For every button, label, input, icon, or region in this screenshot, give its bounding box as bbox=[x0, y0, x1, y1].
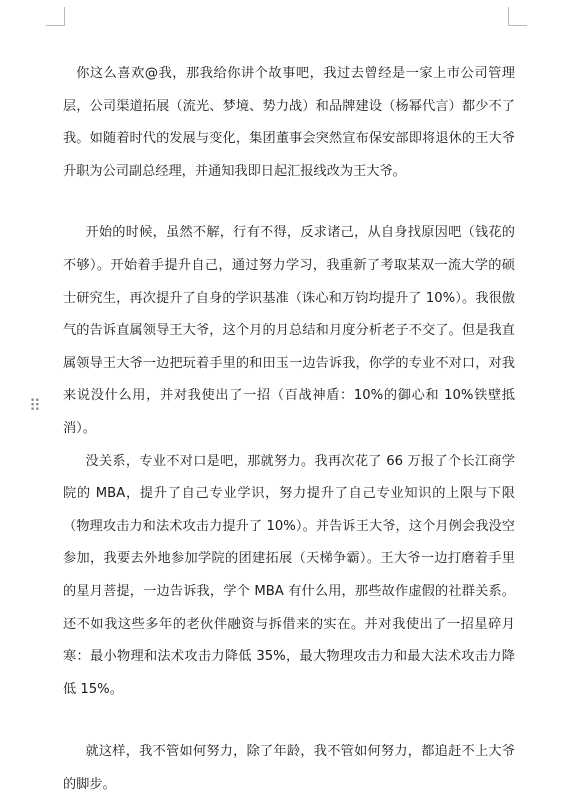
document-body bbox=[63, 58, 515, 801]
crop-mark-top-left bbox=[46, 7, 65, 26]
paragraph-4: 就这样，我不管如何努力，除了年龄，我不管如何努力，都追赶不上大爷的脚步。 bbox=[63, 744, 515, 792]
paragraph-3: 没关系，专业不对口是吧，那就努力。我再次花了 66 万报了个长江商学院的 MBA，提升了自己专业学识，努力提升了自己专业知识的上限与下限（物理攻击力和法术攻击力提升了 10%）。并告诉王大爷，这个月例会我没空参加，我要去外地参加学院的团建拓展（天梯争霸）。王大爷一边打磨着手里的星月菩提，一边告诉我，学个 MBA 有什么用，那些故作虚假的社群关系。还不如我这些多年的老伙伴融资与拆借来的实在。并对我使出了一招星碎月寒：最小物理和法术攻击力降低 35%，最大物理攻击力和最大法术攻击力降低 15%。 bbox=[63, 453, 515, 697]
crop-mark-top-right bbox=[508, 7, 527, 26]
paragraph-2: 开始的时候，虽然不解，行有不得，反求诸己，从自身找原因吧（钱花的不够）。开始着手提升自己，通过努力学习，我重新了考取某双一流大学的硕士研究生，再次提升了自身的学识基准（诛心和万钧均提升了 10%）。我很傲气的告诉直属领导王大爷，这个月的月总结和月度分析老子不交了。但是我直属领导王大爷一边把玩着手里的和田玉一边告诉我，你学的专业不对口，对我来说没什么用，并对我使出了一招（百战神盾：10%的御心和 10%铁壁抵消）。 bbox=[63, 225, 515, 436]
drag-handle-icon[interactable]: ⠿ bbox=[29, 396, 39, 415]
paragraph-1: 你这么喜欢@我，那我给你讲个故事吧，我过去曾经是一家上市公司管理层，公司渠道拓展（流光、梦境、势力战）和品牌建设（杨幂代言）都少不了我。如随着时代的发展与变化，集团董事会突然宣布保安部即将退休的王大爷升职为公司副总经理，并通知我即日起汇报线改为王大爷。 bbox=[63, 66, 515, 179]
